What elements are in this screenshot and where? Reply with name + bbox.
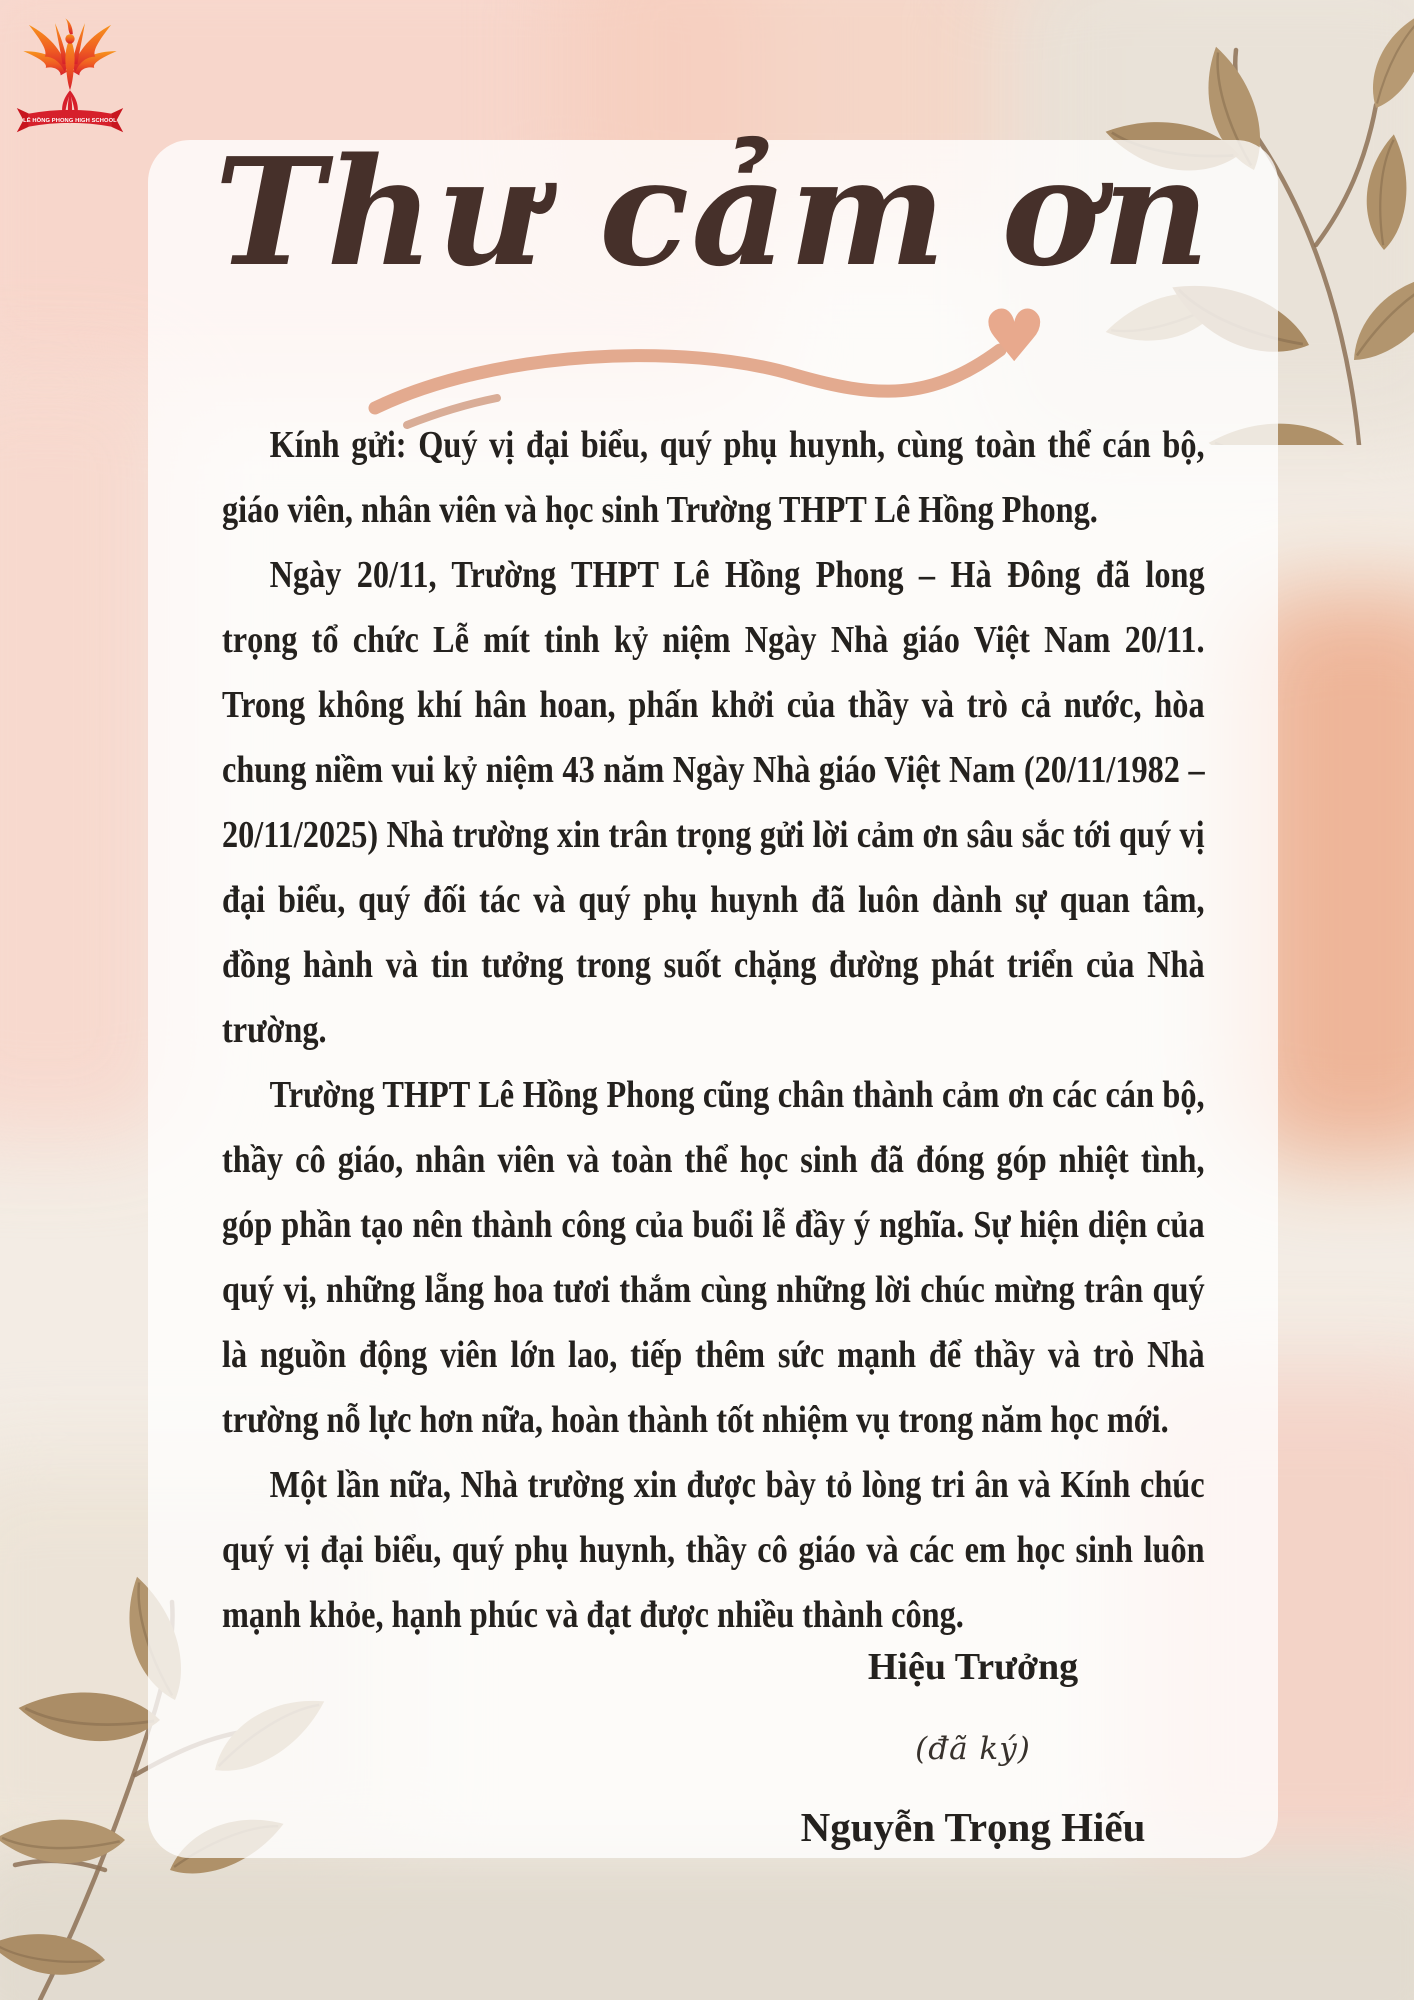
letter-paragraph: Kính gửi: Quý vị đại biểu, quý phụ huynh, cùng toàn thể cán bộ, giáo viên, nhân viên và học sinh Trường THPT Lê Hồng Phong. xyxy=(222,424,1205,531)
logo-banner-text: LÊ HỒNG PHONG HIGH SCHOOL xyxy=(23,117,117,124)
logo-ribbon-banner xyxy=(17,108,123,132)
letter-paragraph: Trường THPT Lê Hồng Phong cũng chân thành cảm ơn các cán bộ, thầy cô giáo, nhân viên và toàn thể học sinh đã đóng góp nhiệt tình, góp phần tạo nên thành công của buổi lễ đầy ý nghĩa. Sự hiện diện của quý vị, những lẵng hoa tươi thắm cùng những lời chúc mừng trân quý là nguồn động viên lớn lao, tiếp thêm sức mạnh để thầy và trò Nhà trường nỗ lực hơn nữa, hoàn thành tốt nhiệm vụ trong năm học mới. xyxy=(222,1074,1205,1441)
signature-role: Hiệu Trưởng xyxy=(867,1646,1079,1688)
letter-body xyxy=(222,413,1205,1648)
school-logo xyxy=(14,6,126,140)
signature-name: Nguyễn Trọng Hiếu xyxy=(800,1804,1146,1850)
letter-paragraph: Một lần nữa, Nhà trường xin được bày tỏ lòng tri ân và Kính chúc quý vị đại biểu, quý phụ huynh, thầy cô giáo và các em học sinh luôn mạnh khỏe, hạnh phúc và đạt được nhiều thành công. xyxy=(222,1464,1205,1636)
signature-signed-note: (đã ký) xyxy=(915,1731,1031,1767)
signature-block xyxy=(758,1645,1188,1851)
phoenix-icon xyxy=(23,18,116,90)
letter-paragraph: Ngày 20/11, Trường THPT Lê Hồng Phong – Hà Đông đã long trọng tổ chức Lễ mít tinh kỷ niệm Ngày Nhà giáo Việt Nam 20/11. Trong không khí hân hoan, phấn khởi của thầy và trò cả nước, hòa chung niềm vui kỷ niệm 43 năm Ngày Nhà giáo Việt Nam (20/11/1982 – 20/11/2025) Nhà trường xin trân trọng gửi lời cảm ơn sâu sắc tới quý vị đại biểu, quý đối tác và quý phụ huynh đã luôn dành sự quan tâm, đồng hành và tin tưởng trong suốt chặng đường phát triển của Nhà trường. xyxy=(222,554,1205,1051)
page-title: Thư cảm ơn xyxy=(214,125,1212,299)
heart-icon: ♥ xyxy=(982,294,1047,378)
